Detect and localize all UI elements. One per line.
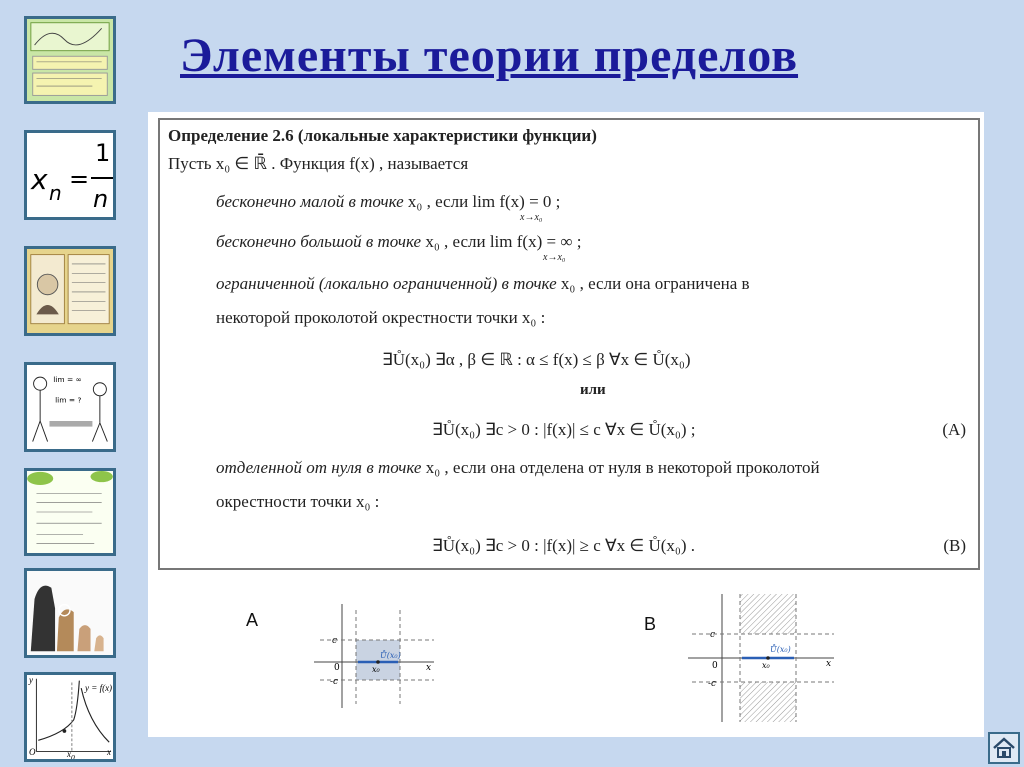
- formula-den: n: [93, 185, 109, 213]
- svg-text:lim = ?: lim = ?: [55, 395, 82, 405]
- fig-b-u: Ů(x₀): [770, 645, 791, 654]
- figure-b-diagram: [684, 590, 844, 724]
- formula-bounded-2: ∃Ů(x₀) ∃c > 0 : |f(x)| ≤ c ∀x ∈ Ů(x₀) ;: [432, 420, 696, 439]
- formula-thumbnail: [27, 133, 113, 217]
- item-bounded-line2: некоторой проколотой окрестности точки x₀ :: [216, 308, 546, 327]
- leaves-thumbnail-icon: [27, 471, 113, 553]
- thumbnail-6[interactable]: [24, 568, 116, 658]
- dogs-thumbnail-icon: [27, 571, 113, 655]
- definition-box: [158, 118, 980, 570]
- fig-b-minus-c: -c: [708, 679, 717, 689]
- graph-y-axis-label: y: [29, 675, 33, 685]
- tag-a: (A): [942, 420, 966, 439]
- graph-thumbnail-icon: [27, 19, 113, 101]
- infinitesimal-limit-sub: x→x₀: [520, 212, 543, 223]
- fig-b-c: c: [710, 630, 716, 640]
- figure-a-label: A: [246, 610, 259, 630]
- item-infinite: бесконечно большой в точке x₀ , если lim f(x) = ∞ ;: [216, 232, 582, 251]
- graph-point-label: $x_0$: [67, 749, 75, 762]
- fig-a-c: c: [332, 636, 338, 646]
- thumbnail-7[interactable]: [24, 672, 116, 762]
- fraction-bar: [91, 177, 113, 179]
- graph-x-axis-label: x: [107, 747, 111, 757]
- item-bounded: ограниченной (локально ограниченной) в точке x₀ , если она ограничена в: [216, 274, 750, 293]
- formula-eq: =: [69, 165, 90, 193]
- cartoon-thumbnail-icon: [27, 365, 113, 449]
- tag-b: (B): [943, 536, 966, 555]
- thumbnail-5[interactable]: [24, 468, 116, 556]
- fig-a-zero: 0: [334, 663, 340, 673]
- fig-a-minus-c: -c: [330, 677, 339, 687]
- or-word: или: [580, 382, 606, 398]
- formula-sub: n: [49, 181, 62, 205]
- fig-b-x0: x₀: [762, 661, 770, 670]
- thumbnail-4[interactable]: [24, 362, 116, 452]
- graph-curve-label: y = f(x): [85, 683, 113, 693]
- formula-lhs: x: [31, 163, 48, 196]
- infinite-limit-sub: x→x₀: [543, 252, 566, 263]
- fig-a-x0: x₀: [372, 665, 380, 674]
- figure-b-label: B: [644, 614, 657, 634]
- definition-intro: Пусть x₀ ∈ ℝ̄ . Функция f(x) , называется: [168, 154, 469, 173]
- definition-heading: Определение 2.6 (локальные характеристики функции): [168, 126, 597, 145]
- fig-b-zero: 0: [712, 661, 718, 671]
- graph-origin-label: O: [29, 747, 36, 757]
- svg-text:lim = ∞: lim = ∞: [53, 374, 82, 384]
- figure-a-diagram: [310, 600, 440, 710]
- item-separated-line2: окрестности точки x₀ :: [216, 492, 380, 511]
- item-separated: отделенной от нуля в точке x₀ , если она отделена от нуля в некоторой проколотой: [216, 458, 820, 477]
- fig-a-u: Ů(x₀): [380, 651, 401, 660]
- thumbnail-2[interactable]: [24, 130, 116, 220]
- thumbnail-3[interactable]: [24, 246, 116, 336]
- formula-bounded-1: ∃Ů(x₀) ∃α , β ∈ ℝ : α ≤ f(x) ≤ β ∀x ∈ Ů(x₀): [382, 350, 691, 369]
- portrait-thumbnail-icon: [27, 249, 113, 333]
- formula-separated: ∃Ů(x₀) ∃c > 0 : |f(x)| ≥ c ∀x ∈ Ů(x₀) .: [432, 536, 695, 555]
- home-button[interactable]: [988, 732, 1020, 764]
- home-icon: [990, 734, 1018, 762]
- fig-a-x: x: [426, 663, 432, 673]
- slide-title: Элементы теории пределов: [180, 29, 799, 82]
- thumbnail-1[interactable]: [24, 16, 116, 104]
- formula-num: 1: [95, 139, 111, 167]
- item-infinitesimal: бесконечно малой в точке x₀ , если lim f(x) = 0 ;: [216, 192, 561, 211]
- fig-b-x: x: [826, 659, 832, 669]
